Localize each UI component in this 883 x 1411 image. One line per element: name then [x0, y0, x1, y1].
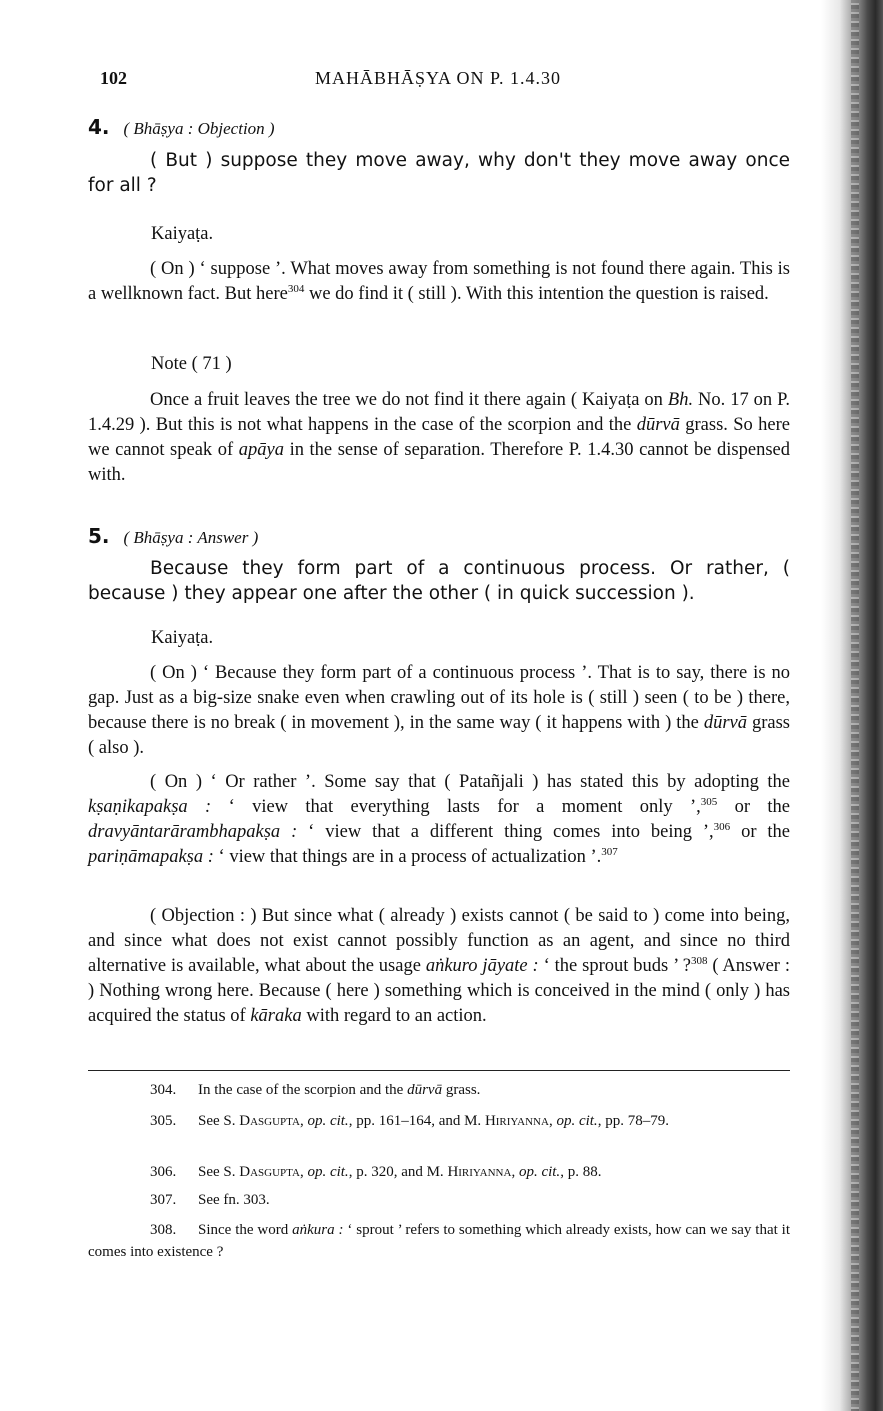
kaiyata-paragraph: ( Objection : ) But since what ( already ) exists cannot ( be said to ) come into being, and since what does not exist cannot possibly function as an agent, and since no third alternative is available, what about the usage aṅkuro jāyate : ‘ the sprout buds ’ ?$^{308}$ ( Answer : ) Nothing wrong here. Because ( here ) something which is conceived in the mind ( only ) has acquired the status of kāraka with regard to an action. [88, 906, 790, 1026]
footnote-304: 304. In the case of the scorpion and the dūrvā grass. [150, 1082, 481, 1098]
footnote-307: 307. See fn. 303. [150, 1192, 270, 1208]
section-4-heading [88, 115, 275, 139]
footnote-ref: 305 [700, 796, 718, 808]
kaiyata-paragraph: ( On ) ‘ suppose ’. What moves away from something is not found there again. This is a wellknown fact. But here$^{304}$ we do find it ( still ). With this intention the question is raised. [88, 259, 790, 304]
note-paragraph: Once a fruit leaves the tree we do not find it there again ( Kaiyaṭa on Bh. No. 17 on P. 1.4.29 ). But this is not what happens in the case of the scorpion and the dūrvā grass. So here we cannot speak of apāya in the sense of separation. Therefore P. 1.4.30 cannot be dispensed with. [88, 390, 790, 485]
kaiyata-paragraph: ( On ) ‘ Because they form part of a continuous process ’. That is to say, there is no gap. Just as a big-size snake even when crawling out of its hole is ( still ) seen ( to be ) there, because there is no break ( in movement ), in the same way ( it happens with ) the dūrvā grass ( also ). [88, 663, 790, 758]
kaiyata-heading: Kaiyaṭa. [151, 628, 214, 648]
footnote-308: 308. Since the word aṅkura : ‘ sprout ’ refers to something which already exists, how can we say that it comes into existence ? [88, 1222, 790, 1260]
section-label: ( Bhāṣya : Objection ) [123, 119, 275, 138]
footnote-ref: 306 [713, 821, 731, 833]
footnote-divider [88, 1070, 790, 1071]
section-label: ( Bhāṣya : Answer ) [123, 528, 259, 547]
section-4-text: ( But ) suppose they move away, why don't they move away once for all ? [88, 150, 790, 196]
footnote-306: 306. See S. Dasgupta, op. cit., p. 320, and M. Hiriyanna, op. cit., p. 88. [150, 1164, 602, 1180]
page-header [100, 68, 790, 94]
kaiyata-heading: Kaiyaṭa. [151, 224, 214, 244]
footnote-ref: 304 [287, 283, 305, 295]
section-5-heading [88, 524, 258, 548]
running-title: MAHĀBHĀṢYA ON P. 1.4.30 [315, 68, 562, 88]
note-heading: Note ( 71 ) [151, 354, 232, 374]
footnote-ref: 308 [691, 955, 708, 967]
page-number: 102 [100, 68, 127, 88]
section-5-text: Because they form part of a continuous process. Or rather, ( because ) they appear one after the other ( in quick succession ). [88, 558, 790, 604]
section-number: 5. [88, 524, 110, 548]
footnote-ref: 307 [601, 846, 618, 858]
book-spine-shadow [821, 0, 883, 1411]
kaiyata-paragraph: ( On ) ‘ Or rather ’. Some say that ( Patañjali ) has stated this by adopting the kṣaṇikapakṣa : ‘ view that everything lasts for a moment only ’,$^{305}$ or the dravyāntarārambhapakṣa : ‘ view that a different thing comes into being ’,$^{306}$ or the pariṇāmapakṣa : ‘ view that things are in a process of actualization ’.$^{307}$ [88, 772, 790, 867]
section-number: 4. [88, 115, 110, 139]
footnote-305: 305. See S. Dasgupta, op. cit., pp. 161–164, and M. Hiriyanna, op. cit., pp. 78–79. [150, 1113, 669, 1129]
